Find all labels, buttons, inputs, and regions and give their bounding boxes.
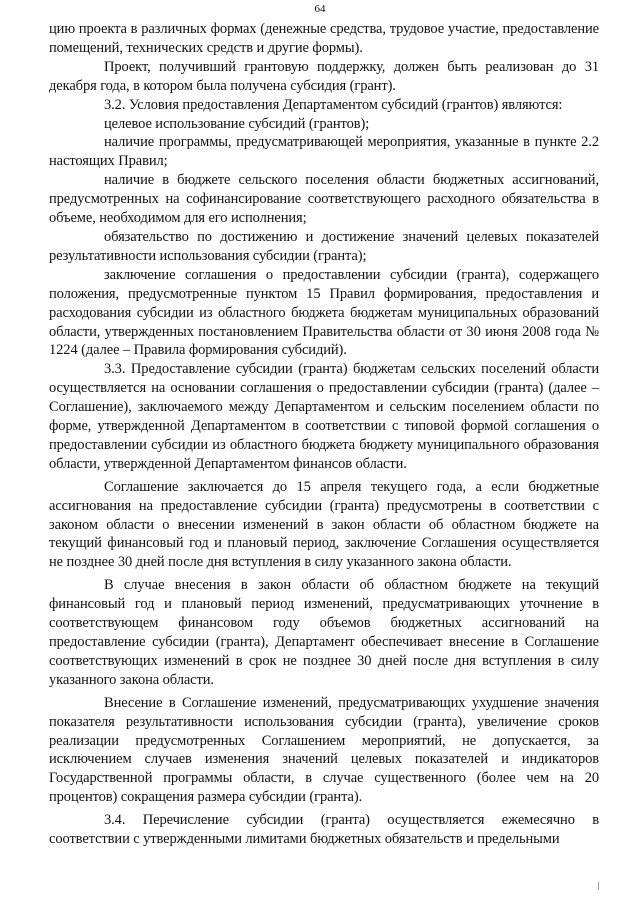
- paragraph: наличие программы, предусматривающей мероприятия, указанные в пункте 2.2 настоящих Правил;: [49, 134, 599, 170]
- paragraph: 3.2. Условия предоставления Департаментом субсидий (грантов) являются:: [104, 96, 563, 113]
- paragraph: наличие в бюджете сельского поселения области бюджетных ассигнований, предусмотренных на софинансирование соответствующего расходного обязательства в объеме, необходимом для его исполнения;: [49, 172, 599, 227]
- document-body: [49, 20, 599, 849]
- paragraph: цию проекта в различных формах (денежные средства, трудовое участие, предоставление помещений, технических средств и другие формы).: [49, 21, 599, 56]
- paragraph: Соглашение заключается до 15 апреля текущего года, а если бюджетные ассигнования на предоставление субсидии (гранта) предусмотрены в соответствии с законом области о внесении изменений в закон области об областном бюджете на текущий финансовый год и плановый период, заключение Соглашения осуществляется не позднее 30 дней после дня вступления в силу указанного закона области.: [49, 478, 599, 571]
- paragraph: обязательство по достижению и достижение значений целевых показателей результативности использования субсидии (гранта);: [49, 228, 599, 264]
- paragraph: целевое использование субсидий (грантов);: [104, 115, 370, 132]
- paragraph: Проект, получивший грантовую поддержку, должен быть реализован до 31 декабря года, в котором была получена субсидия (грант).: [49, 58, 599, 94]
- paragraph: Внесение в Соглашение изменений, предусматривающих ухудшение значения показателя результативности использования субсидии (гранта), увеличение сроков реализации предусмотренных Соглашением мероприятий, не допускается, за исключением случаев изменения значений целевых показателей и индикаторов Государственной программы области, в случае существенного (более чем на 20 процентов) сокращения размера субсидии (гранта).: [49, 694, 599, 806]
- scan-mark: [598, 882, 599, 890]
- paragraph: В случае внесения в закон области об областном бюджете на текущий финансовый год и плановый период изменений, предусматривающих уточнение в соответствующем финансовом году объемов бюджетных ассигнований на предоставление субсидии (гранта), Департамент обеспечивает внесение в Соглашение соответствующих изменений в срок не позднее 30 дней после дня вступления в силу указанного закона области.: [49, 577, 599, 688]
- paragraph: 3.4. Перечисление субсидии (гранта) осуществляется ежемесячно в соответствии с утвержденными лимитами бюджетных обязательств и предельными: [49, 812, 599, 848]
- paragraph: 3.3. Предоставление субсидии (гранта) бюджетам сельских поселений области осуществляется на основании соглашения о предоставлении субсидии (гранта) (далее – Соглашение), заключаемого между Департаментом и сельским поселением области по форме, утвержденной Департаментом в соответствии с типовой формой соглашения о предоставлении субсидии из областного бюджета бюджету муниципального образования области, утвержденной Департаментом финансов области.: [49, 361, 599, 472]
- paragraph: заключение соглашения о предоставлении субсидии (гранта), содержащего положения, предусмотренные пунктом 15 Правил формирования, предоставления и расходования субсидии из областного бюджета бюджетам муниципальных образований области, утвержденных постановлением Правительства области от 30 июня 2008 года № 1224 (далее – Правила формирования субсидий).: [49, 266, 599, 359]
- page-number: 64: [314, 3, 326, 15]
